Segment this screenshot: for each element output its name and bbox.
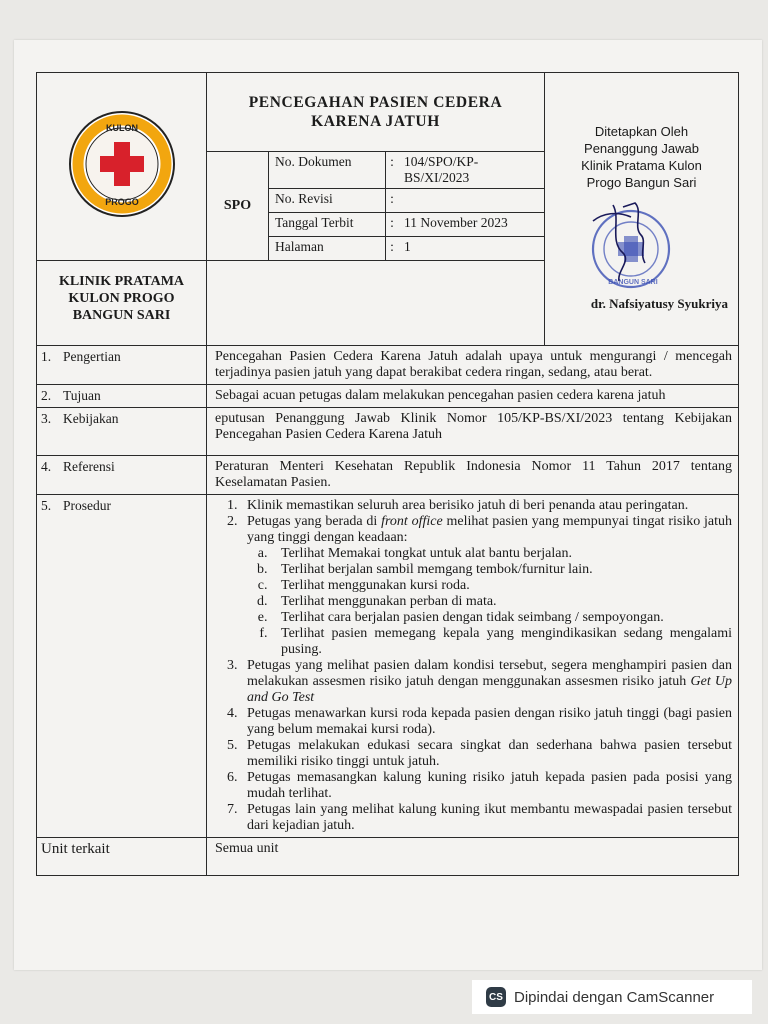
document-meta-table bbox=[269, 152, 544, 260]
section-row-kebijakan bbox=[37, 408, 739, 456]
clinic-name-line3: BANGUN SARI bbox=[72, 308, 171, 323]
section-label-pengertian bbox=[37, 346, 207, 385]
section-content-referensi bbox=[207, 456, 739, 495]
meta-value: 11 November 2023 bbox=[398, 213, 544, 237]
approval-line1: Ditetapkan Oleh bbox=[594, 124, 689, 139]
procedure-step: 5. Petugas melakukan edukasi secara singkat dan sederhana bahwa pasien tersebut memiliki risiko tinggi untuk jatuh. bbox=[241, 738, 732, 770]
step3-italic: Get Up and Go Test bbox=[247, 674, 733, 705]
logo-bottom-text: PROGO bbox=[104, 197, 139, 207]
section-label-text: Tujuan bbox=[63, 388, 101, 403]
procedure-step bbox=[241, 514, 732, 658]
approval-line4: Progo Bangun Sari bbox=[586, 175, 697, 190]
procedure-sub-list bbox=[247, 546, 732, 658]
meta-row bbox=[269, 237, 544, 261]
meta-value: 1 bbox=[404, 239, 411, 254]
section-row-pengertian bbox=[37, 346, 739, 385]
section-row-unit bbox=[37, 838, 739, 876]
kebijakan-text: eputusan Penanggung Jawab Klinik Nomor 105/KP-BS/XI/2023 tentang Kebijakan Pencegahan Pasien Cedera Karena Jatuh bbox=[215, 411, 732, 442]
section-row-referensi bbox=[37, 456, 739, 495]
meta-value bbox=[398, 189, 544, 213]
section-row-prosedur bbox=[37, 495, 739, 838]
tujuan-text: Sebagai acuan petugas dalam melakukan pencegahan pasien cedera karena jatuh bbox=[215, 388, 666, 403]
procedure-sub-item: f. Terlihat pasien memegang kepala yang mengindikasikan sedang mengalami pusing. bbox=[271, 626, 732, 658]
section-label-prosedur bbox=[37, 495, 207, 838]
camscanner-icon: CS bbox=[486, 987, 506, 1007]
section-label-text: Kebijakan bbox=[63, 411, 119, 426]
meta-row bbox=[269, 152, 544, 189]
meta-sep: : bbox=[386, 213, 399, 237]
procedure-step: 4. Petugas menawarkan kursi roda kepada pasien dengan risiko jatuh tinggi (bagi pasien yang belum memakai kursi roda). bbox=[241, 706, 732, 738]
meta-key: Tanggal Terbit bbox=[269, 213, 386, 237]
section-row-tujuan bbox=[37, 385, 739, 408]
logo-top-text: KULON bbox=[105, 123, 138, 133]
procedure-step: 6. Petugas memasangkan kalung kuning risiko jatuh kepada pasien pada posisi yang mudah terlihat. bbox=[241, 770, 732, 802]
meta-value: 104/SPO/KP-BS/XI/2023 bbox=[398, 152, 544, 189]
section-label-tujuan bbox=[37, 385, 207, 408]
title-cell bbox=[207, 73, 545, 152]
section-label-referensi bbox=[37, 456, 207, 495]
empty-header-cell bbox=[207, 261, 545, 346]
unit-content: Semua unit bbox=[207, 838, 739, 876]
section-number: 2. bbox=[41, 388, 52, 403]
procedure-list bbox=[215, 498, 732, 834]
section-label-text: Prosedur bbox=[63, 498, 111, 513]
step3-text: Petugas yang melihat pasien dalam kondisi tersebut, segera menghampiri pasien dan melakukan assesmen risiko jatuh dengan menggunakan assesmen risiko jatuh bbox=[247, 658, 732, 689]
procedure-sub-item: d. Terlihat menggunakan perban di mata. bbox=[271, 594, 732, 610]
meta-row bbox=[269, 213, 544, 237]
pengertian-text: Pencegahan Pasien Cedera Karena Jatuh adalah upaya untuk mengurangi / mencegah terjadinya pasien jatuh yang dapat berakibat cedera ringan, sedang, atau berat. bbox=[215, 349, 732, 380]
unit-label: Unit terkait bbox=[37, 838, 207, 876]
section-content-prosedur bbox=[207, 495, 739, 838]
document-title-line1: PENCEGAHAN PASIEN CEDERA bbox=[248, 94, 503, 111]
clinic-logo bbox=[67, 109, 177, 219]
section-label-text: Pengertian bbox=[63, 349, 121, 364]
camscanner-badge bbox=[472, 980, 752, 1014]
meta-key: No. Revisi bbox=[269, 189, 386, 213]
clinic-name-line1: KLINIK PRATAMA bbox=[58, 274, 185, 289]
step2-text-after: melihat pasien yang mempunyai tingat risiko jatuh yang tinggi dengan keadaan: bbox=[247, 514, 732, 545]
section-label-text: Referensi bbox=[63, 459, 115, 474]
approval-text bbox=[545, 123, 738, 191]
procedure-step bbox=[241, 658, 732, 706]
section-number: 4. bbox=[41, 459, 52, 474]
document-title-line2: KARENA JATUH bbox=[311, 113, 440, 130]
meta-sep: : bbox=[390, 239, 394, 254]
referensi-text: Peraturan Menteri Kesehatan Republik Indonesia Nomor 11 Tahun 2017 tentang Keselamatan Pasien. bbox=[215, 459, 732, 490]
step2-italic: front office bbox=[381, 514, 443, 529]
step2-text: Petugas yang berada di bbox=[247, 514, 382, 529]
procedure-step: 7. Petugas lain yang melihat kalung kuning ikut membantu mewaspadai pasien tersebut dari kejadian jatuh. bbox=[241, 802, 732, 834]
section-number: 5. bbox=[41, 498, 52, 513]
section-content-pengertian bbox=[207, 346, 739, 385]
official-stamp bbox=[573, 201, 703, 296]
meta-sep: : bbox=[386, 152, 399, 189]
section-content-kebijakan bbox=[207, 408, 739, 456]
procedure-sub-item: b. Terlihat berjalan sambil memgang tembok/furnitur lain. bbox=[271, 562, 732, 578]
clinic-name-line2: KULON PROGO bbox=[68, 291, 175, 306]
approval-line3: Klinik Pratama Kulon bbox=[581, 158, 702, 173]
approval-cell bbox=[545, 73, 739, 346]
signatory-name: dr. Nafsiyatusy Syukriya bbox=[590, 296, 728, 311]
section-number: 1. bbox=[41, 349, 52, 364]
approval-line2: Penanggung Jawab bbox=[584, 141, 699, 156]
stamp-and-signature bbox=[573, 201, 703, 301]
section-number: 3. bbox=[41, 411, 52, 426]
meta-row bbox=[269, 189, 544, 213]
section-label-kebijakan bbox=[37, 408, 207, 456]
spo-document-table bbox=[36, 72, 739, 876]
meta-key: Halaman bbox=[269, 237, 386, 261]
procedure-step: 1. Klinik memastikan seluruh area berisiko jatuh di beri penanda atau peringatan. bbox=[241, 498, 732, 514]
svg-text:BANGUN SARI: BANGUN SARI bbox=[608, 279, 658, 286]
meta-key: No. Dokumen bbox=[269, 152, 386, 189]
logo-cell bbox=[37, 73, 207, 261]
procedure-sub-item: c. Terlihat menggunakan kursi roda. bbox=[271, 578, 732, 594]
procedure-sub-item: a. Terlihat Memakai tongkat untuk alat bantu berjalan. bbox=[271, 546, 732, 562]
camscanner-text: Dipindai dengan CamScanner bbox=[514, 988, 715, 1006]
section-content-tujuan bbox=[207, 385, 739, 408]
spo-label: SPO bbox=[207, 152, 269, 261]
meta-sep: : bbox=[386, 189, 399, 213]
meta-cell bbox=[269, 152, 545, 261]
clinic-name-cell bbox=[37, 261, 207, 346]
procedure-sub-item: e. Terlihat cara berjalan pasien dengan tidak seimbang / sempoyongan. bbox=[271, 610, 732, 626]
